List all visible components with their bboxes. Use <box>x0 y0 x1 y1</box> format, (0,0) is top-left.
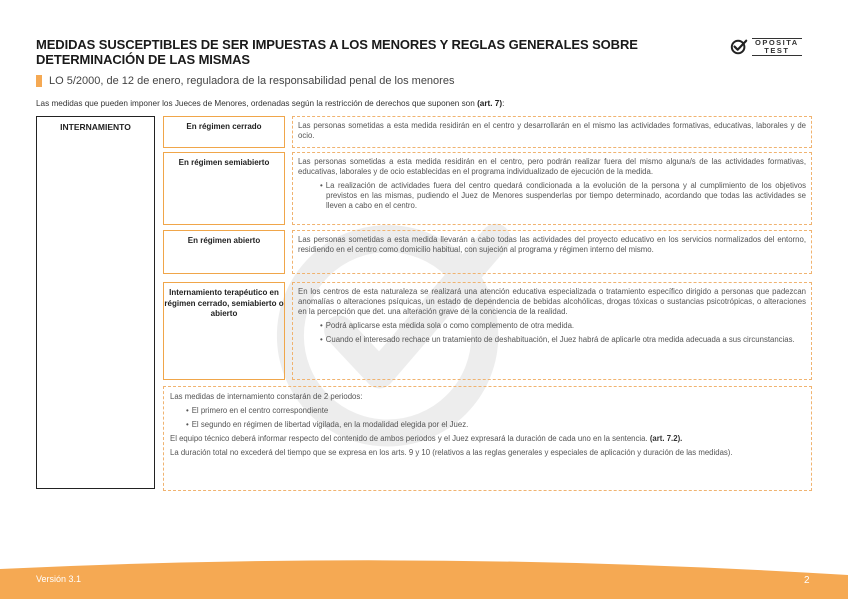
law-subtitle <box>36 75 454 87</box>
list-item: • El segundo en régimen de libertad vigilada, en la modalidad elegida por el Juez. <box>186 420 805 430</box>
accent-bar <box>36 75 42 87</box>
description-regimen-cerrado <box>292 116 812 148</box>
category-regimen-cerrado: En régimen cerrado <box>163 116 285 148</box>
intro-end: : <box>502 99 505 108</box>
description-regimen-abierto <box>292 230 812 274</box>
category-regimen-abierto: En régimen abierto <box>163 230 285 274</box>
subtitle-text: LO 5/2000, de 12 de enero, reguladora de la responsabilidad penal de los menores <box>49 75 455 87</box>
logo-text-line1: OPOSITA <box>755 38 799 47</box>
list-item: • La realización de actividades fuera del centro quedará condicionada a la evolución de la persona y al cumplimiento de los objetivos previstos en las mismas, pudiendo el Juez de Menores suspenderlas por tiempo determinado, acordando que todas las actividades se lleven a cabo en el centro. <box>320 181 806 211</box>
intro-text <box>36 99 504 108</box>
category-internamiento-terapeutico: Internamiento terapéutico en régimen cerrado, semiabierto o abierto <box>163 282 285 380</box>
description-internamiento-terapeutico <box>292 282 812 380</box>
logo-text <box>752 38 802 56</box>
description-text: Las personas sometidas a esta medida residirán en el centro, pero podrán realizar fuera del mismo alguna/s de las actividades formativas, educativas, laborales y de ocio establecidas en el programa individualizado de ejecución de la medida. <box>298 157 806 176</box>
general-p2-ref: (art. 7.2). <box>649 434 683 443</box>
section-internamiento <box>36 116 155 489</box>
footer-wave <box>0 555 848 599</box>
general-team-report <box>170 434 805 444</box>
logo-text-line2: TEST <box>764 46 790 55</box>
brand-logo <box>730 36 802 58</box>
intro-main: Las medidas que pueden imponer los Jueces de Menores, ordenadas según la restricción de derechos que suponen son <box>36 99 475 108</box>
category-regimen-semiabierto: En régimen semiabierto <box>163 152 285 225</box>
list-item: • El primero en el centro correspondiente <box>186 406 805 416</box>
version-label: Versión 3.1 <box>36 574 82 584</box>
list-item: • Cuando el interesado rechace un tratamiento de deshabituación, el Juez habrá de aplicarle otra medida adecuada a sus circunstancias. <box>320 335 806 345</box>
general-duration: La duración total no excederá del tiempo que se expresa en los arts. 9 y 10 (relativos a las reglas generales y especiales de aplicación y duración de las medidas). <box>170 448 733 457</box>
general-rules-box <box>163 386 812 491</box>
list-item: • Podrá aplicarse esta medida sola o como complemento de otra medida. <box>320 321 806 331</box>
description-text: Las personas sometidas a esta medida llevarán a cabo todas las actividades del proyecto educativo en los servicios normalizados del entorno, residiendo en el centro como domicilio habitual, con sujeción al programa y régimen interno del mismo. <box>298 235 806 254</box>
page-number: 2 <box>804 575 810 586</box>
description-text: Las personas sometidas a esta medida residirán en el centro y desarrollarán en el mismo las actividades formativas, educativas, laborales y de ocio. <box>298 121 806 140</box>
general-p2: El equipo técnico deberá informar respecto del contenido de ambos periodos y el Juez expresará la duración de cada uno en la sentencia. <box>170 434 648 443</box>
page-title: MEDIDAS SUSCEPTIBLES DE SER IMPUESTAS A LOS MENORES Y REGLAS GENERALES SOBRE DETERMINACIÓN DE LAS MISMAS <box>36 37 638 67</box>
description-regimen-semiabierto <box>292 152 812 225</box>
check-circle-icon <box>730 38 748 56</box>
general-intro: Las medidas de internamiento constarán de 2 periodos: <box>170 392 363 401</box>
intro-article-ref: (art. 7) <box>477 99 503 108</box>
section-label: INTERNAMIENTO <box>60 122 131 132</box>
description-text: En los centros de esta naturaleza se realizará una atención educativa especializada o tratamiento específico dirigido a personas que padezcan anomalías o alteraciones psíquicas, un estado de dependencia de bebidas alcohólicas, drogas tóxicas o sustancias psicotrópicas, o alteraciones en la percepción que det. una alteración grave de la conciencia de la realidad. <box>298 287 806 316</box>
